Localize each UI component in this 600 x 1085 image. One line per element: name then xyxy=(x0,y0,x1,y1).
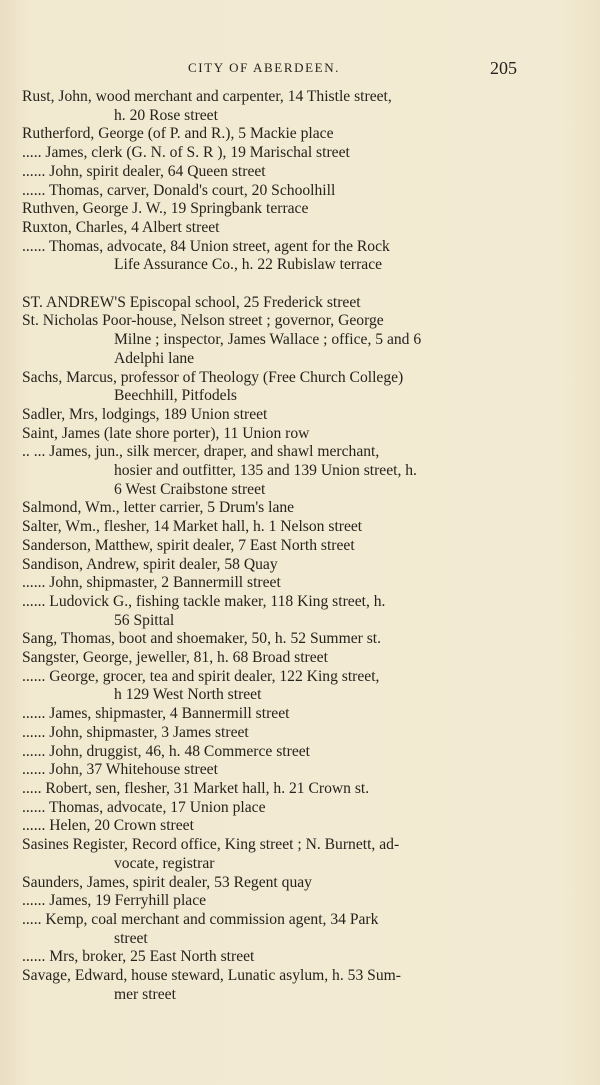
page-header xyxy=(0,58,600,82)
directory-entry xyxy=(22,88,517,125)
entry-line: ...... George, grocer, tea and spirit dealer, 122 King street, xyxy=(22,667,380,685)
entry-line: ...... James, shipmaster, 4 Bannermill street xyxy=(22,705,290,723)
directory-entry xyxy=(22,874,517,893)
directory-entry xyxy=(22,705,517,724)
entry-continuation-line: hosier and outfitter, 135 and 139 Union street, h. xyxy=(114,462,417,480)
entry-line: Sandison, Andrew, spirit dealer, 58 Quay xyxy=(22,555,278,573)
entry-line: ...... John, spirit dealer, 64 Queen street xyxy=(22,162,266,180)
directory-entry xyxy=(22,948,517,967)
entry-continuation-line: Life Assurance Co., h. 22 Rubislaw terrace xyxy=(114,256,383,274)
directory-entries xyxy=(22,88,517,1004)
entry-line: ST. ANDREW'S Episcopal school, 25 Frederick street xyxy=(22,293,361,311)
entry-line: ..... James, clerk (G. N. of S. R ), 19 Marischal street xyxy=(22,144,350,162)
entry-continuation-line: Milne ; inspector, James Wallace ; office, 5 and 6 xyxy=(114,331,422,349)
entry-line: Salmond, Wm., letter carrier, 5 Drum's lane xyxy=(22,499,295,517)
entry-line: Sasines Register, Record office, King street ; N. Burnett, ad- xyxy=(22,836,400,854)
entry-continuation-line: street xyxy=(114,929,148,947)
directory-entry xyxy=(22,761,517,780)
entry-line: ...... John, druggist, 46, h. 48 Commerce street xyxy=(22,742,311,760)
directory-entry xyxy=(22,817,517,836)
entry-line: ..... Kemp, coal merchant and commission agent, 34 Park xyxy=(22,910,379,928)
entry-continuation-line: Adelphi lane xyxy=(114,349,195,367)
entry-continuation-line: h. 20 Rose street xyxy=(114,106,218,124)
entry-line: ..... Robert, sen, flesher, 31 Market hall, h. 21 Crown st. xyxy=(22,780,370,797)
entry-line: Saint, James (late shore porter), 11 Union row xyxy=(22,424,310,442)
entry-line: ...... James, 19 Ferryhill place xyxy=(22,892,207,910)
directory-entry xyxy=(22,630,517,649)
directory-entry xyxy=(22,518,517,537)
directory-entry xyxy=(22,219,517,238)
directory-entry xyxy=(22,200,517,219)
directory-entry xyxy=(22,406,517,425)
entry-line: Sangster, George, jeweller, 81, h. 68 Broad street xyxy=(22,649,328,667)
directory-entry xyxy=(22,574,517,593)
directory-entry xyxy=(22,649,517,668)
directory-entry xyxy=(22,967,517,1004)
entry-continuation-line: vocate, registrar xyxy=(114,854,215,872)
entry-line: Savage, Edward, house steward, Lunatic asylum, h. 53 Sum- xyxy=(22,967,401,985)
directory-entry xyxy=(22,668,517,705)
page-number: 205 xyxy=(490,58,517,78)
entry-line: ...... John, shipmaster, 2 Bannermill street xyxy=(22,574,281,592)
entry-line: Sachs, Marcus, professor of Theology (Free Church College) xyxy=(22,368,404,386)
entry-line: Saunders, James, spirit dealer, 53 Regent quay xyxy=(22,873,312,891)
entry-continuation-line: h 129 West North street xyxy=(114,686,262,704)
entry-line: Rutherford, George (of P. and R.), 5 Mackie place xyxy=(22,125,334,143)
directory-entry xyxy=(22,294,517,313)
entry-continuation-line: Beechhill, Pitfodels xyxy=(114,387,237,405)
entry-line: Rust, John, wood merchant and carpenter, 14 Thistle street, xyxy=(22,88,392,105)
directory-entry xyxy=(22,836,517,873)
directory-entry xyxy=(22,144,517,163)
entry-line: ...... Thomas, advocate, 84 Union street, agent for the Rock xyxy=(22,237,390,255)
directory-entry xyxy=(22,799,517,818)
entry-line: Ruthven, George J. W., 19 Springbank terrace xyxy=(22,200,309,218)
directory-entry xyxy=(22,369,517,406)
directory-entry xyxy=(22,537,517,556)
directory-entry xyxy=(22,499,517,518)
entry-line: ...... Mrs, broker, 25 East North street xyxy=(22,948,255,966)
entry-line: ...... John, 37 Whitehouse street xyxy=(22,761,218,779)
entry-line: Sang, Thomas, boot and shoemaker, 50, h. 52 Summer st. xyxy=(22,630,382,648)
directory-entry xyxy=(22,163,517,182)
entry-continuation-line: 6 West Craibstone street xyxy=(114,480,266,498)
entry-line: St. Nicholas Poor-house, Nelson street ; governor, George xyxy=(22,312,384,330)
running-head: CITY OF ABERDEEN. xyxy=(188,60,341,75)
entry-line: ...... Helen, 20 Crown street xyxy=(22,817,194,835)
entry-line: .. ... James, jun., silk mercer, draper, and shawl merchant, xyxy=(22,443,380,461)
directory-entry xyxy=(22,593,517,630)
entry-continuation-line: mer street xyxy=(114,985,176,1003)
directory-entry xyxy=(22,238,517,275)
entry-line: Ruxton, Charles, 4 Albert street xyxy=(22,218,220,236)
entry-line: ...... Thomas, carver, Donald's court, 20 Schoolhill xyxy=(22,181,336,199)
directory-entry xyxy=(22,743,517,762)
directory-entry xyxy=(22,182,517,201)
directory-entry xyxy=(22,443,517,499)
directory-entry xyxy=(22,125,517,144)
entry-line: ...... Thomas, advocate, 17 Union place xyxy=(22,798,266,816)
directory-entry xyxy=(22,425,517,444)
entry-line: Sadler, Mrs, lodgings, 189 Union street xyxy=(22,405,268,423)
entry-continuation-line: 56 Spittal xyxy=(114,611,175,629)
entry-line: ...... Ludovick G., fishing tackle maker, 118 King street, h. xyxy=(22,592,386,610)
directory-entry xyxy=(22,724,517,743)
directory-entry xyxy=(22,556,517,575)
directory-entry xyxy=(22,892,517,911)
directory-entry xyxy=(22,312,517,368)
entry-line: ...... John, shipmaster, 3 James street xyxy=(22,723,249,741)
directory-entry xyxy=(22,780,517,799)
directory-entry xyxy=(22,911,517,948)
entry-line: Salter, Wm., flesher, 14 Market hall, h. 1 Nelson street xyxy=(22,518,363,536)
entry-line: Sanderson, Matthew, spirit dealer, 7 East North street xyxy=(22,536,355,554)
